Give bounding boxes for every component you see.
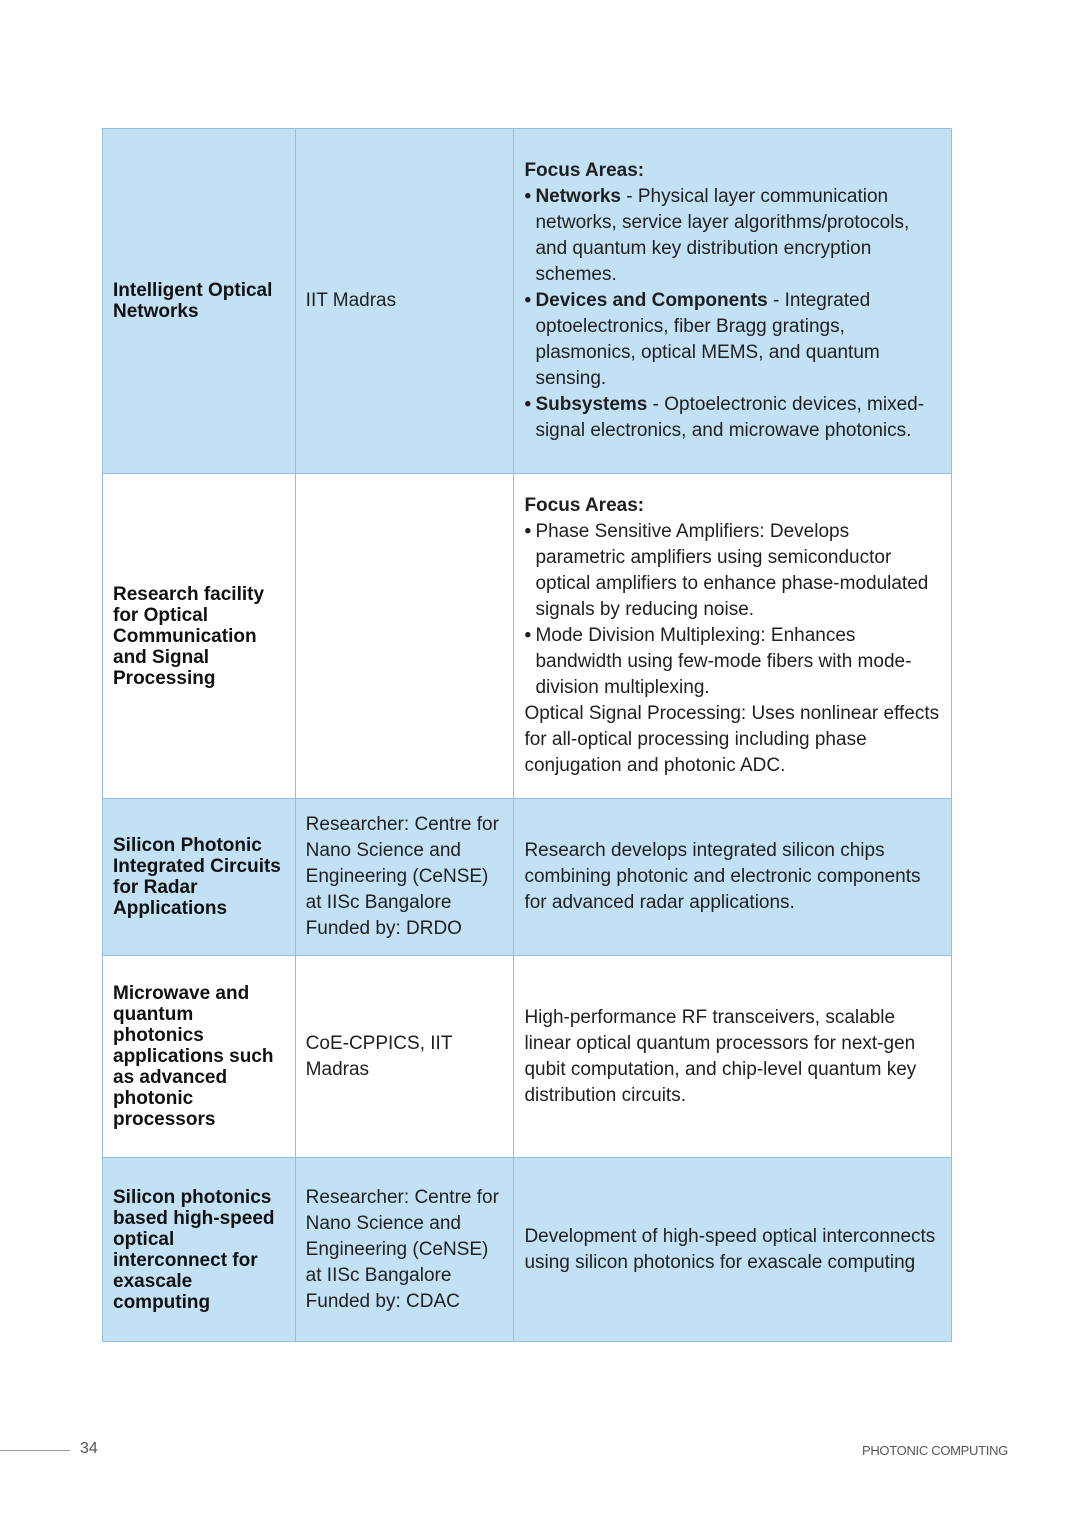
row-institution: CoE-CPPICS, IIT Madras (295, 956, 514, 1158)
trailing-paragraph: Optical Signal Processing: Uses nonlinear effects for all-optical processing including phase conjugation and photonic ADC. (524, 703, 940, 776)
list-item: • Phase Sensitive Amplifiers: Develops parametric amplifiers using semiconductor optical amplifiers to enhance phase-modulated signals by reducing noise. (524, 519, 941, 623)
table-row (103, 956, 952, 1158)
row-description: Development of high-speed optical interconnects using silicon photonics for exascale computing (514, 1158, 952, 1342)
list-item (524, 392, 941, 444)
row-institution (295, 1158, 514, 1342)
table-row (103, 474, 952, 799)
row-title: Silicon Photonic Integrated Circuits for Radar Applications (103, 799, 296, 956)
focus-areas-heading: Focus Areas: (524, 160, 645, 181)
list-item-text: - Physical layer communication networks, service layer algorithms/protocols, and quantum key distribution encryption schemes. (535, 186, 910, 285)
list-item-term: Devices and Components (535, 290, 768, 311)
list-item (524, 288, 941, 392)
list-item-text: - Optoelectronic devices, mixed-signal electronics, and microwave photonics. (535, 394, 925, 441)
list-item: • Mode Division Multiplexing: Enhances bandwidth using few-mode fibers with mode-division multiplexing. (524, 623, 941, 701)
row-description: Research develops integrated silicon chips combining photonic and electronic components for advanced radar applications. (514, 799, 952, 956)
row-title: Intelligent Optical Networks (103, 129, 296, 474)
institution-researcher: Researcher: Centre for Nano Science and Engineering (CeNSE) at IISc Bangalore (305, 814, 499, 913)
row-institution (295, 474, 514, 799)
research-table (102, 128, 952, 1342)
list-item-term: Networks (535, 186, 621, 207)
row-description (514, 474, 952, 799)
row-institution (295, 799, 514, 956)
institution-researcher: Researcher: Centre for Nano Science and Engineering (CeNSE) at IISc Bangalore (305, 1186, 499, 1286)
page-number: 34 (80, 1440, 98, 1457)
table-row (103, 129, 952, 474)
table-row (103, 799, 952, 956)
row-title: Silicon photonics based high-speed optical interconnect for exascale computing (103, 1158, 296, 1342)
focus-list (524, 519, 941, 701)
row-description (514, 129, 952, 474)
footer-title: PHOTONIC COMPUTING (861, 1443, 1008, 1458)
institution-funding: Funded by: DRDO (305, 918, 462, 939)
institution-funding: Funded by: CDAC (305, 1290, 460, 1312)
row-title: Microwave and quantum photonics applications such as advanced photonic processors (103, 956, 296, 1158)
footer-rule (0, 1450, 70, 1451)
list-item-term: Subsystems (535, 394, 648, 415)
row-institution: IIT Madras (295, 129, 514, 474)
focus-areas-heading: Focus Areas: (524, 495, 645, 516)
table-row (103, 1158, 952, 1342)
focus-list (524, 184, 941, 444)
row-title: Research facility for Optical Communication and Signal Processing (103, 474, 296, 799)
row-description: High-performance RF transceivers, scalable linear optical quantum processors for next-gen qubit computation, and chip-level quantum key distribution circuits. (514, 956, 952, 1158)
list-item-text: - Integrated optoelectronics, fiber Bragg gratings, plasmonics, optical MEMS, and quantum sensing. (535, 290, 880, 389)
list-item (524, 184, 941, 288)
